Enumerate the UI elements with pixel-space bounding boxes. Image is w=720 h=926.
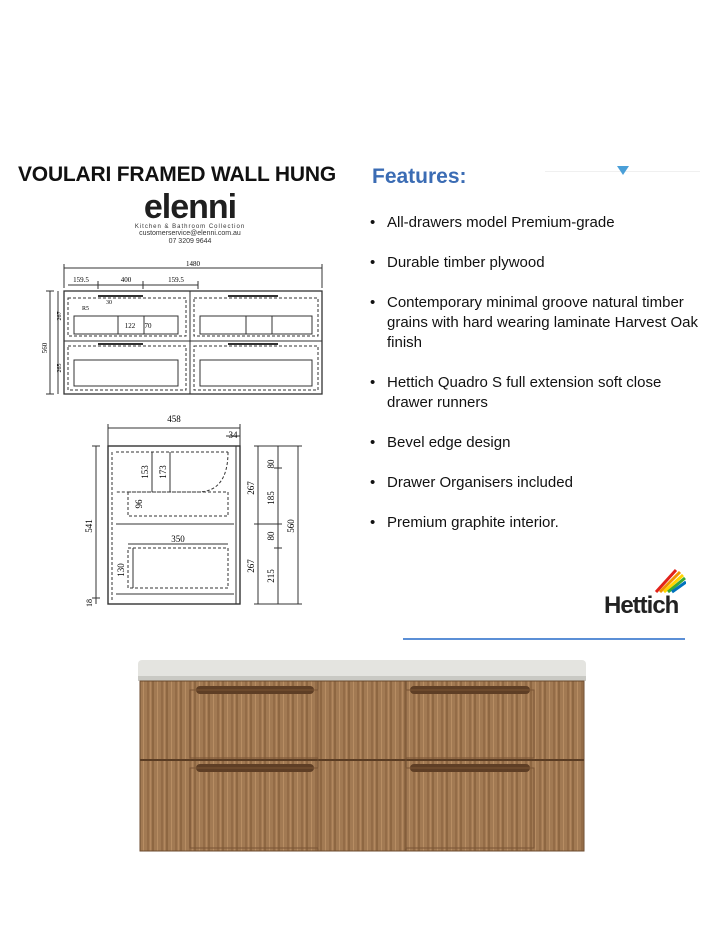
dim-top-gap: 34: [228, 430, 238, 440]
dim-lower-height: 265: [57, 363, 63, 373]
feature-item: • Bevel edge design: [370, 434, 511, 451]
feature-item: • Premium graphite interior.: [370, 514, 559, 531]
dim-r215: 215: [266, 569, 276, 583]
feature-item: • All-drawers model Premium-grade: [370, 214, 615, 231]
dim-total-height: 560: [41, 342, 49, 354]
bullet-icon: •: [370, 254, 376, 271]
dim-overall-width: 1480: [186, 260, 200, 268]
bullet-icon: •: [370, 294, 376, 311]
blue-divider: [403, 638, 685, 640]
dim-18: 18: [85, 599, 94, 607]
features-heading: Features:: [372, 165, 467, 188]
brand-name: elenni: [143, 188, 237, 226]
dim-541: 541: [84, 519, 94, 533]
brand-logo: [130, 190, 250, 246]
hettich-logo: Hettich: [604, 592, 679, 619]
front-elevation-drawing: [38, 258, 328, 408]
dim-153: 153: [140, 465, 150, 479]
dim-segment-right: 159.5: [168, 276, 184, 284]
bullet-icon: •: [370, 514, 376, 531]
dim-173: 173: [158, 465, 168, 479]
feature-list: [368, 213, 703, 553]
bullet-icon: •: [370, 434, 376, 451]
hettich-stripes-icon: [650, 566, 686, 594]
triangle-icon: [617, 166, 629, 175]
brand-email: customerservice@elenni.com.au: [139, 230, 241, 237]
dim-organiser-gap: 70: [144, 322, 152, 330]
bullet-icon: •: [370, 214, 376, 231]
side-section-drawing: [78, 408, 318, 613]
feature-item: • Hettich Quadro S full extension soft close drawer runners: [370, 374, 662, 411]
dim-angle: 30: [106, 300, 112, 306]
dim-r267-bottom: 267: [246, 559, 256, 573]
dim-r560: 560: [286, 519, 296, 533]
feature-item: • Durable timber plywood: [370, 254, 545, 271]
brand-phone: 07 3209 9644: [168, 238, 212, 245]
dim-r80-top: 80: [266, 459, 276, 469]
dim-segment-left: 159.5: [73, 276, 89, 284]
dim-segment-mid: 400: [120, 276, 132, 284]
dim-r185: 185: [266, 491, 276, 505]
bullet-icon: •: [370, 474, 376, 491]
product-title: VOULARI FRAMED WALL HUNG: [18, 163, 336, 186]
dim-96: 96: [134, 499, 144, 509]
feature-item: • Contemporary minimal groove natural timber grains with hard wearing laminate Harvest Oak finish: [370, 294, 698, 351]
dim-r80-mid: 80: [266, 531, 276, 541]
dim-organiser-width: 122: [124, 322, 136, 330]
dim-upper-height: 267: [57, 311, 63, 321]
dim-130: 130: [116, 563, 126, 577]
feature-item: • Drawer Organisers included: [370, 474, 573, 491]
product-photo: [138, 660, 586, 852]
brand-tagline: Kitchen & Bathroom Collection: [134, 224, 246, 230]
dim-radius: R5: [82, 306, 90, 312]
dim-r267-top: 267: [246, 481, 256, 495]
bullet-icon: •: [370, 374, 376, 391]
dim-depth: 458: [167, 414, 181, 424]
dim-350: 350: [171, 534, 185, 544]
